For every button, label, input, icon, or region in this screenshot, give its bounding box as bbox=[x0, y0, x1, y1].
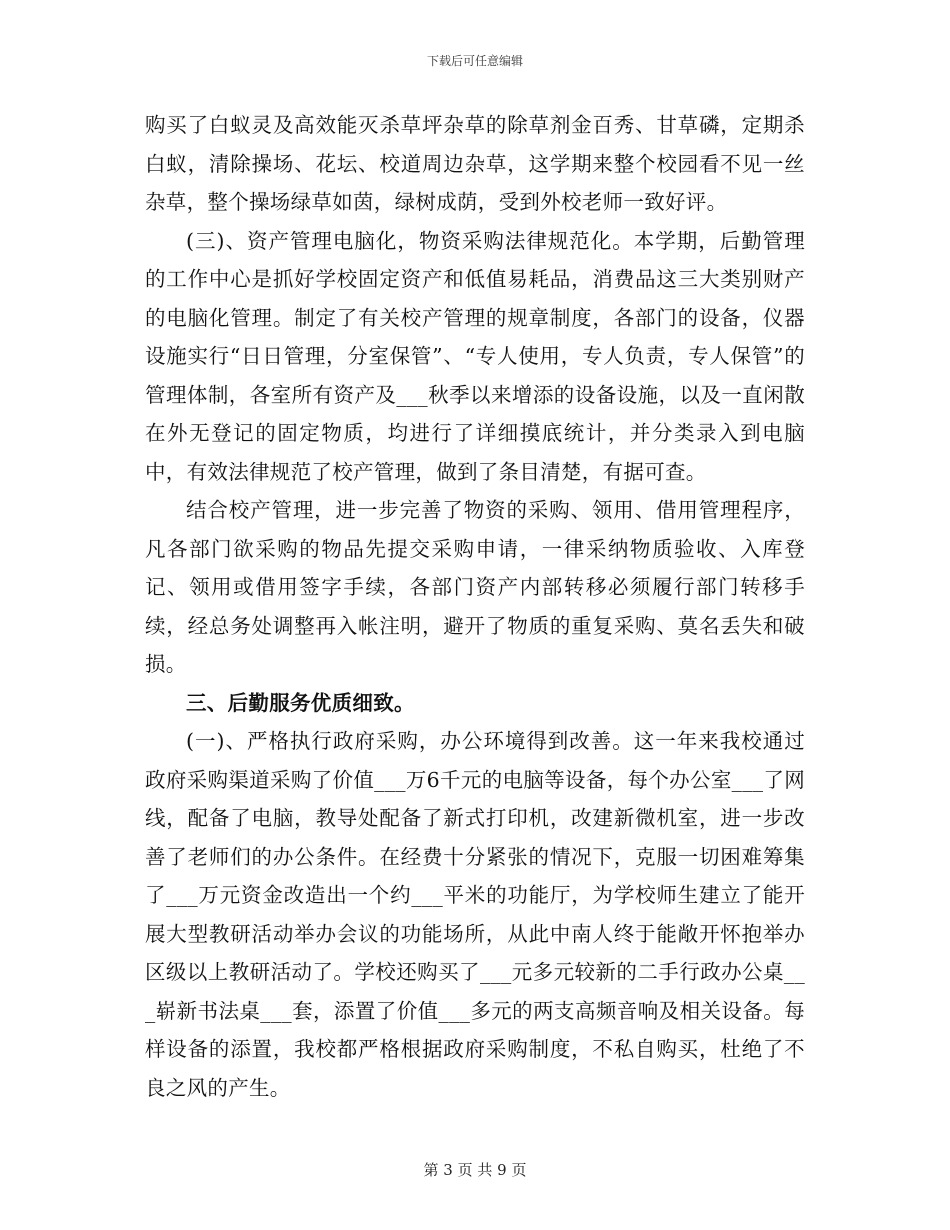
page-number: 第 3 页 共 9 页 bbox=[423, 1161, 527, 1179]
page-header-note: 下载后可任意编辑 bbox=[426, 54, 523, 68]
section-heading: 三、后勤服务优质细致。 bbox=[186, 690, 415, 715]
paragraph-procurement-procedure: 结合校产管理，进一步完善了物资的采购、领用、借用管理程序，凡各部门欲采购的物品先提交采购申请，一律采纳物质验收、入库登记、领用或借用签字手续，各部门资产内部转移必须履行部门转移手续，经总务处调整再入帐注明，避开了物质的重复采购、莫名丢失和破损。 bbox=[145, 498, 805, 676]
paragraph-continuation: 购买了白蚁灵及高效能灭杀草坪杂草的除草剂金百秀、甘草磷，定期杀白蚁，清除操场、花坛、校道周边杂草，这学期来整个校园看不见一丝杂草，整个操场绿草如茵，绿树成荫，受到外校老师一致好评。 bbox=[145, 113, 805, 214]
paragraph-government-procurement: (一)、严格执行政府采购，办公环境得到改善。这一年来我校通过政府采购渠道采购了价值___万6千元的电脑等设备，每个办公室___了网线，配备了电脑，教导处配备了新式打印机，改建新微机室，进一步改善了老师们的办公条件。在经费十分紧张的情况下，克服一切困难筹集了___万元资金改造出一个约___平米的功能厅，为学校师生建立了能开展大型教研活动举办会议的功能场所，从此中南人终于能敞开怀抱举办区级以上教研活动了。学校还购买了___元多元较新的二手行政办公桌___崭新书法桌___套，添置了价值___多元的两支高频音响及相关设备。每样设备的添置，我校都严格根据政府采购制度，不私自购买，杜绝了不良之风的产生。 bbox=[145, 729, 805, 1100]
document-body bbox=[145, 106, 805, 1107]
paragraph-asset-management: (三)、资产管理电脑化，物资采购法律规范化。本学期，后勤管理的工作中心是抓好学校固定资产和低值易耗品，消费品这三大类别财产的电脑化管理。制定了有关校产管理的规章制度，各部门的设备，仪器设施实行“日日管理，分室保管”、“专人使用，专人负责，专人保管”的管理体制，各室所有资产及___秋季以来增添的设备设施，以及一直闲散在外无登记的固定物质，均进行了详细摸底统计，并分类录入到电脑中，有效法律规范了校产管理，做到了条目清楚，有据可查。 bbox=[145, 228, 805, 484]
